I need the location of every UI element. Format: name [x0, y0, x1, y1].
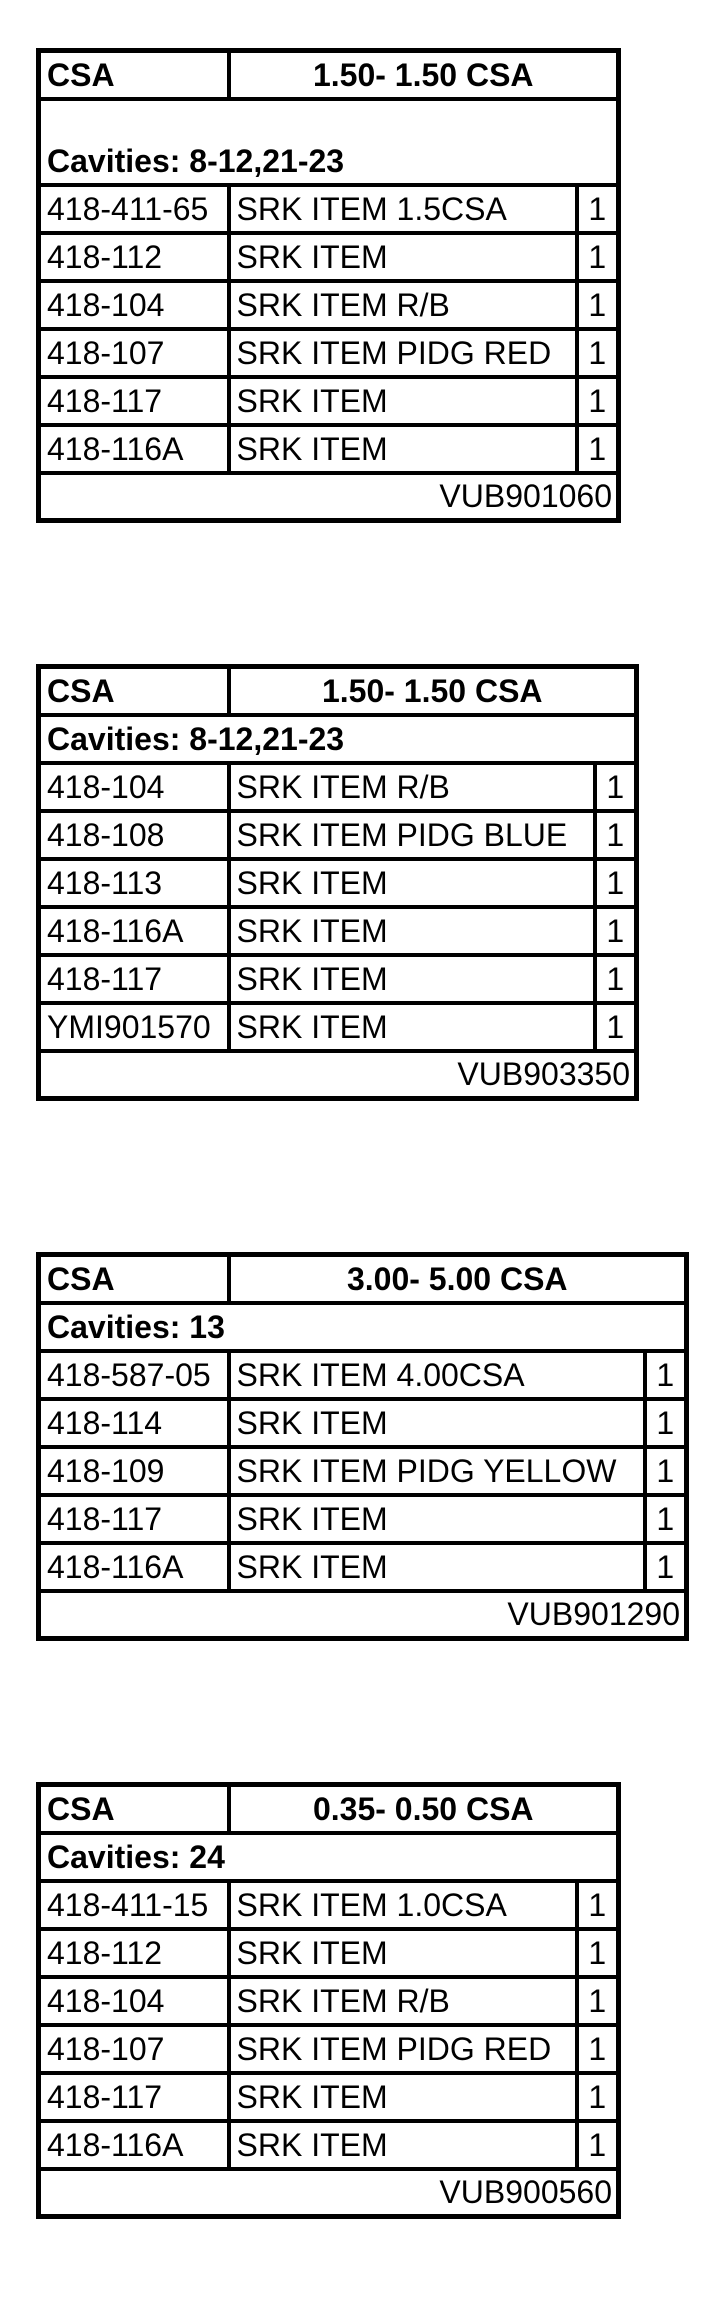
item-code: VUB901060	[39, 473, 619, 521]
table-row	[39, 329, 619, 377]
code-row	[39, 2169, 619, 2217]
part-quantity: 1	[577, 2025, 619, 2073]
part-quantity: 1	[595, 763, 637, 811]
part-quantity: 1	[577, 281, 619, 329]
part-quantity: 1	[595, 1003, 637, 1051]
part-quantity: 1	[645, 1543, 687, 1591]
part-quantity: 1	[595, 955, 637, 1003]
part-number: 418-411-65	[39, 185, 229, 233]
table-row	[39, 281, 619, 329]
cavities-row	[39, 99, 619, 185]
table-row	[39, 185, 619, 233]
part-number: 418-116A	[39, 1543, 229, 1591]
part-quantity: 1	[577, 1977, 619, 2025]
part-number: 418-112	[39, 1929, 229, 1977]
part-quantity: 1	[645, 1495, 687, 1543]
table-row	[39, 377, 619, 425]
part-description: SRK ITEM	[229, 859, 595, 907]
part-description: SRK ITEM	[229, 233, 577, 281]
part-number: 418-117	[39, 2073, 229, 2121]
part-quantity: 1	[577, 1929, 619, 1977]
table-row	[39, 2025, 619, 2073]
part-description: SRK ITEM PIDG RED	[229, 2025, 577, 2073]
part-number: 418-411-15	[39, 1881, 229, 1929]
part-description: SRK ITEM	[229, 2073, 577, 2121]
table-row	[39, 1929, 619, 1977]
part-number: 418-104	[39, 281, 229, 329]
header-range: 1.50- 1.50 CSA	[229, 667, 637, 715]
table-row	[39, 811, 637, 859]
part-number: 418-104	[39, 763, 229, 811]
table-row	[39, 955, 637, 1003]
parts-table-1	[36, 48, 621, 523]
part-quantity: 1	[577, 2073, 619, 2121]
table-header-row	[39, 51, 619, 99]
table-row	[39, 1977, 619, 2025]
cavities-row	[39, 1833, 619, 1881]
table-row	[39, 763, 637, 811]
part-number: 418-107	[39, 2025, 229, 2073]
part-description: SRK ITEM	[229, 1929, 577, 1977]
table-row	[39, 859, 637, 907]
part-description: SRK ITEM R/B	[229, 763, 595, 811]
part-quantity: 1	[577, 2121, 619, 2169]
part-quantity: 1	[645, 1399, 687, 1447]
part-quantity: 1	[645, 1447, 687, 1495]
part-number: 418-116A	[39, 907, 229, 955]
parts-table-4	[36, 1782, 621, 2219]
part-number: 418-113	[39, 859, 229, 907]
part-description: SRK ITEM PIDG RED	[229, 329, 577, 377]
part-number: 418-104	[39, 1977, 229, 2025]
table-row	[39, 233, 619, 281]
table-row	[39, 1399, 687, 1447]
part-description: SRK ITEM 1.0CSA	[229, 1881, 577, 1929]
part-number: 418-117	[39, 1495, 229, 1543]
table-row	[39, 425, 619, 473]
code-row	[39, 473, 619, 521]
parts-table-3	[36, 1252, 689, 1641]
part-description: SRK ITEM	[229, 2121, 577, 2169]
cavities-row	[39, 715, 637, 763]
part-quantity: 1	[595, 907, 637, 955]
code-row	[39, 1051, 637, 1099]
part-number: YMI901570	[39, 1003, 229, 1051]
table-header-row	[39, 667, 637, 715]
part-quantity: 1	[595, 859, 637, 907]
header-range: 1.50- 1.50 CSA	[229, 51, 619, 99]
table-row	[39, 1495, 687, 1543]
part-description: SRK ITEM	[229, 955, 595, 1003]
cavities-label: Cavities: 8-12,21-23	[39, 715, 637, 763]
table-row	[39, 2121, 619, 2169]
cavities-label: Cavities: 8-12,21-23	[39, 99, 619, 185]
part-number: 418-116A	[39, 425, 229, 473]
part-description: SRK ITEM	[229, 1399, 645, 1447]
part-description: SRK ITEM	[229, 425, 577, 473]
part-number: 418-107	[39, 329, 229, 377]
header-key: CSA	[39, 1785, 229, 1833]
item-code: VUB900560	[39, 2169, 619, 2217]
header-key: CSA	[39, 667, 229, 715]
table-row	[39, 907, 637, 955]
part-description: SRK ITEM R/B	[229, 281, 577, 329]
header-range: 3.00- 5.00 CSA	[229, 1255, 687, 1303]
header-range: 0.35- 0.50 CSA	[229, 1785, 619, 1833]
part-description: SRK ITEM	[229, 907, 595, 955]
part-number: 418-109	[39, 1447, 229, 1495]
part-quantity: 1	[577, 329, 619, 377]
part-quantity: 1	[595, 811, 637, 859]
part-description: SRK ITEM 4.00CSA	[229, 1351, 645, 1399]
table-row	[39, 1881, 619, 1929]
part-description: SRK ITEM 1.5CSA	[229, 185, 577, 233]
part-number: 418-108	[39, 811, 229, 859]
parts-table-2	[36, 664, 639, 1101]
part-number: 418-117	[39, 955, 229, 1003]
part-number: 418-114	[39, 1399, 229, 1447]
part-quantity: 1	[577, 185, 619, 233]
part-number: 418-112	[39, 233, 229, 281]
part-quantity: 1	[577, 1881, 619, 1929]
item-code: VUB901290	[39, 1591, 687, 1639]
cavities-row	[39, 1303, 687, 1351]
part-quantity: 1	[577, 377, 619, 425]
code-row	[39, 1591, 687, 1639]
table-row	[39, 1003, 637, 1051]
header-key: CSA	[39, 1255, 229, 1303]
part-description: SRK ITEM PIDG BLUE	[229, 811, 595, 859]
item-code: VUB903350	[39, 1051, 637, 1099]
table-row	[39, 1447, 687, 1495]
table-row	[39, 1351, 687, 1399]
part-quantity: 1	[577, 233, 619, 281]
part-description: SRK ITEM	[229, 1543, 645, 1591]
table-row	[39, 2073, 619, 2121]
part-description: SRK ITEM PIDG YELLOW	[229, 1447, 645, 1495]
cavities-label: Cavities: 13	[39, 1303, 687, 1351]
part-quantity: 1	[645, 1351, 687, 1399]
part-quantity: 1	[577, 425, 619, 473]
part-description: SRK ITEM	[229, 377, 577, 425]
table-header-row	[39, 1255, 687, 1303]
part-description: SRK ITEM	[229, 1003, 595, 1051]
table-row	[39, 1543, 687, 1591]
part-number: 418-117	[39, 377, 229, 425]
part-number: 418-116A	[39, 2121, 229, 2169]
part-description: SRK ITEM R/B	[229, 1977, 577, 2025]
part-description: SRK ITEM	[229, 1495, 645, 1543]
part-number: 418-587-05	[39, 1351, 229, 1399]
header-key: CSA	[39, 51, 229, 99]
cavities-label: Cavities: 24	[39, 1833, 619, 1881]
table-header-row	[39, 1785, 619, 1833]
